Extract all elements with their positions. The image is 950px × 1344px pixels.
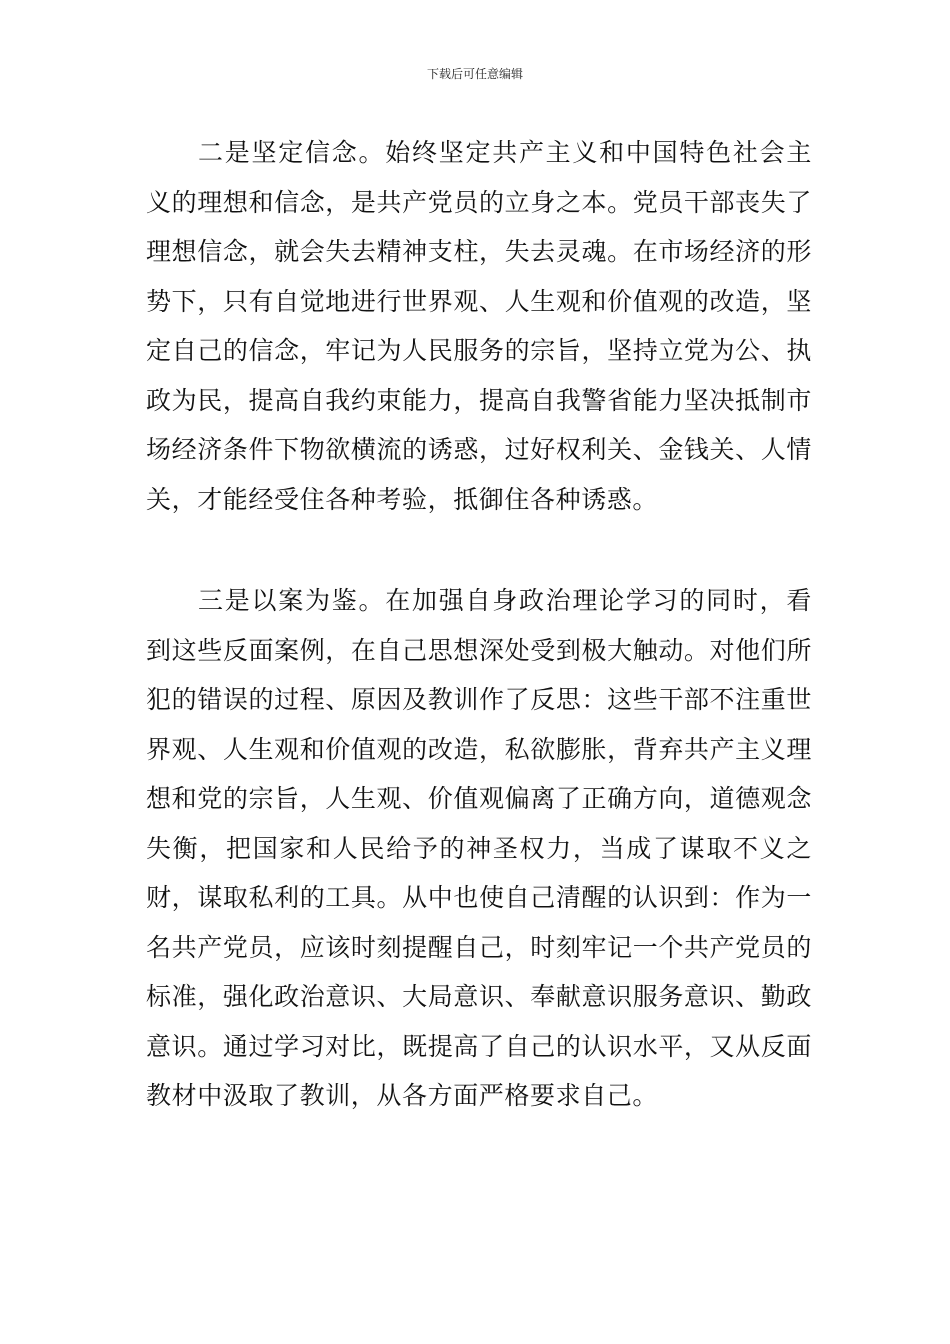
paragraph-firm-belief: 二是坚定信念。始终坚定共产主义和中国特色社会主义的理想和信念，是共产党员的立身之本。党员干部丧失了理想信念，就会失去精神支柱，失去灵魂。在市场经济的形势下，只有自觉地进行世界观、人生观和价值观的改造，坚定自己的信念，牢记为人民服务的宗旨，坚持立党为公、执政为民，提高自我约束能力，提高自我警省能力坚决抵制市场经济条件下物欲横流的诱惑，过好权利关、金钱关、人情关，才能经受住各种考验，抵御住各种诱惑。: [146, 138, 812, 514]
paragraph-learn-from-cases: 三是以案为鉴。在加强自身政治理论学习的同时，看到这些反面案例，在自己思想深处受到极大触动。对他们所犯的错误的过程、原因及教训作了反思：这些干部不注重世界观、人生观和价值观的改造，私欲膨胀，背弃共产主义理想和党的宗旨，人生观、价值观偏离了正确方向，道德观念失衡，把国家和人民给予的神圣权力，当成了谋取不义之财，谋取私利的工具。从中也使自己清醒的认识到：作为一名共产党员，应该时刻提醒自己，时刻牢记一个共产党员的标准，强化政治意识、大局意识、奉献意识服务意识、勤政意识。通过学习对比，既提高了自己的认识水平，又从反面教材中汲取了教训，从各方面严格要求自己。: [146, 586, 812, 1110]
page-header: 下载后可任意编辑: [426, 67, 523, 81]
